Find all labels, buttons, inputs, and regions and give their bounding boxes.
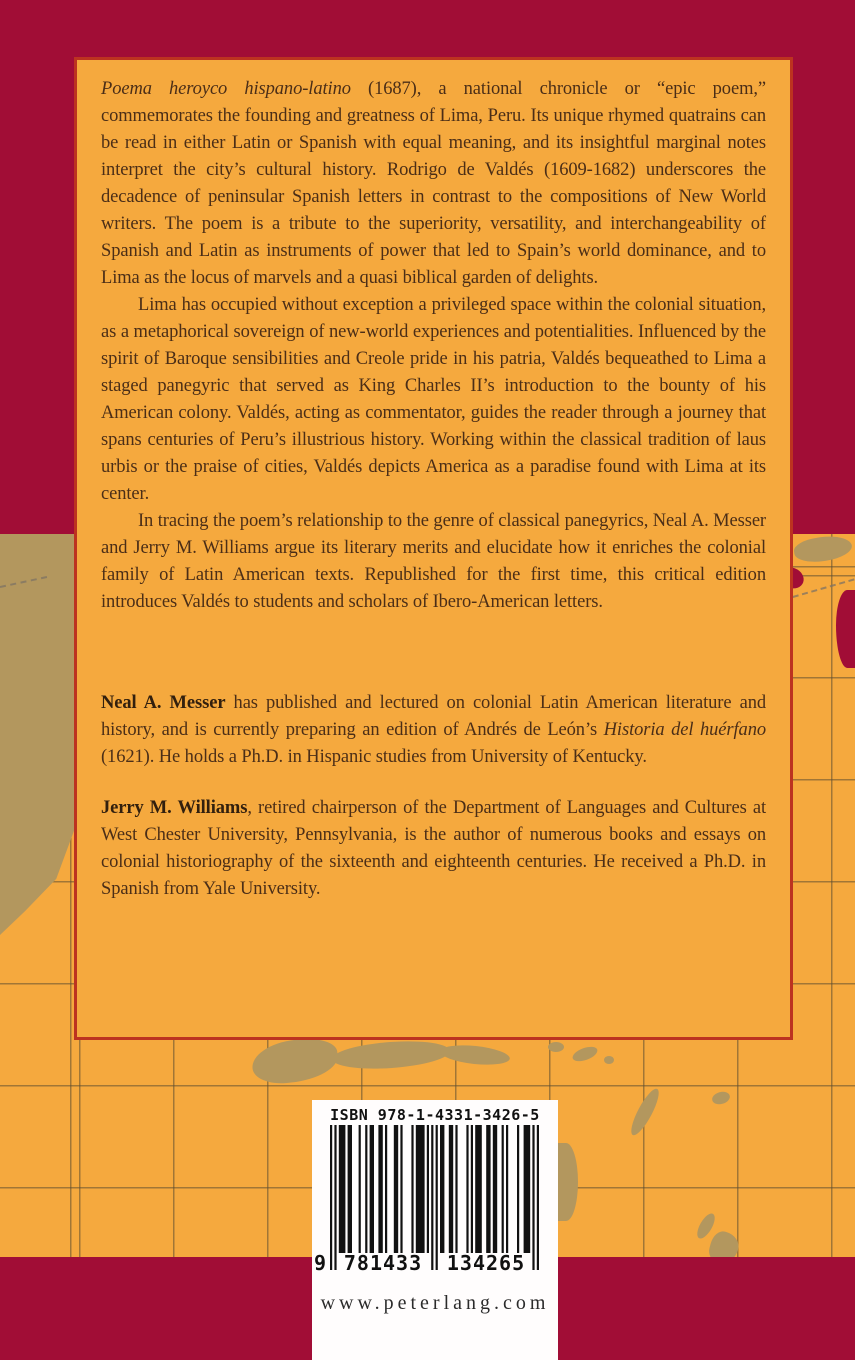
barcode-bars xyxy=(330,1125,539,1270)
ean13-barcode xyxy=(314,1125,540,1275)
barcode-panel xyxy=(312,1100,558,1360)
barcode-digit-group: 781433 xyxy=(343,1251,423,1275)
author-name: Jerry M. Williams xyxy=(101,798,248,818)
synopsis-paragraph-3: In tracing the poem’s relationship to the genre of classical panegyrics, Neal A. Messer and Jerry M. Williams argue its literary merits and elucidate how it enriches the colonial family of Latin American texts. Republished for the first time, this critical edition introduces Valdés to students and scholars of Ibero-American letters. xyxy=(101,511,766,612)
map-landmass-band xyxy=(331,1038,451,1072)
map-coastline xyxy=(558,1143,578,1221)
author-name: Neal A. Messer xyxy=(101,693,226,713)
map-landmass-left xyxy=(0,534,74,935)
map-island xyxy=(548,1042,564,1052)
bio-text: , retired chairperson of the Department of Languages and Cultures at West Chester University, Pennsylvania, is the author of numerous books and essays on colonial historiography of the sixteenth and eighteenth centuries. He received a Ph.D. in Spanish from Yale University. xyxy=(101,798,766,899)
map-island xyxy=(571,1044,600,1064)
isbn-number: ISBN 978-1-4331-3426-5 xyxy=(330,1106,540,1124)
book-title-italic: Poema heroyco hispano-latino xyxy=(101,79,351,99)
map-island xyxy=(711,1090,731,1106)
map-island xyxy=(627,1086,664,1138)
bio-text: (1621). He holds a Ph.D. in Hispanic studies from University of Kentucky. xyxy=(101,747,647,767)
publisher-website: www.peterlang.com xyxy=(320,1292,550,1314)
synopsis-paragraph-1 xyxy=(101,76,766,292)
synopsis-text: (1687), a national chronicle or “epic poem,” commemorates the founding and greatness of Lima, Peru. Its unique rhymed quatrains can be read in either Latin or Spanish with equal meaning, and its insightful marginal notes interpret the city’s cultural history. Rodrigo de Valdés (1609-1682) underscores the decadence of peninsular Spanish letters in contrast to the compositions of New World writers. The poem is a tribute to the superiority, versatility, and interchangeability of Spanish and Latin as instruments of power that led to Spain’s world dominance, and to Lima as the locus of marvels and a quasi biblical garden of delights. xyxy=(101,79,766,288)
map-landmass-band xyxy=(439,1042,510,1067)
author-bio-williams xyxy=(101,795,766,903)
map-landmass-top-right xyxy=(793,533,854,565)
barcode-digit-group: 134265 xyxy=(446,1251,526,1275)
bio-text: has published and lectured on colonial Latin American literature and history, and is currently preparing an edition of Andrés de León’s xyxy=(101,693,766,740)
author-bio-messer xyxy=(101,690,766,771)
work-title-italic: Historia del huérfano xyxy=(603,720,766,740)
synopsis-paragraph-2: Lima has occupied without exception a privileged space within the colonial situation, as a metaphorical sovereign of new-world experiences and potentialities. Influenced by the spirit of Baroque sensibilities and Creole pride in his patria, Valdés bequeathed to Lima a staged panegyric that served as King Charles II’s introduction to the bounty of his American colony. Valdés, acting as commentator, guides the reader through a journey that spans centuries of Peru’s illustrious history. Working within the classical tradition of laus urbis or the praise of cities, Valdés depicts America as a paradise found with Lima at its center. xyxy=(101,295,766,504)
synopsis-panel xyxy=(74,57,793,1040)
map-landmass-band xyxy=(250,1036,340,1087)
map-island xyxy=(604,1056,614,1064)
barcode-digit-group: 9 xyxy=(314,1251,327,1275)
map-red-island xyxy=(836,590,855,668)
